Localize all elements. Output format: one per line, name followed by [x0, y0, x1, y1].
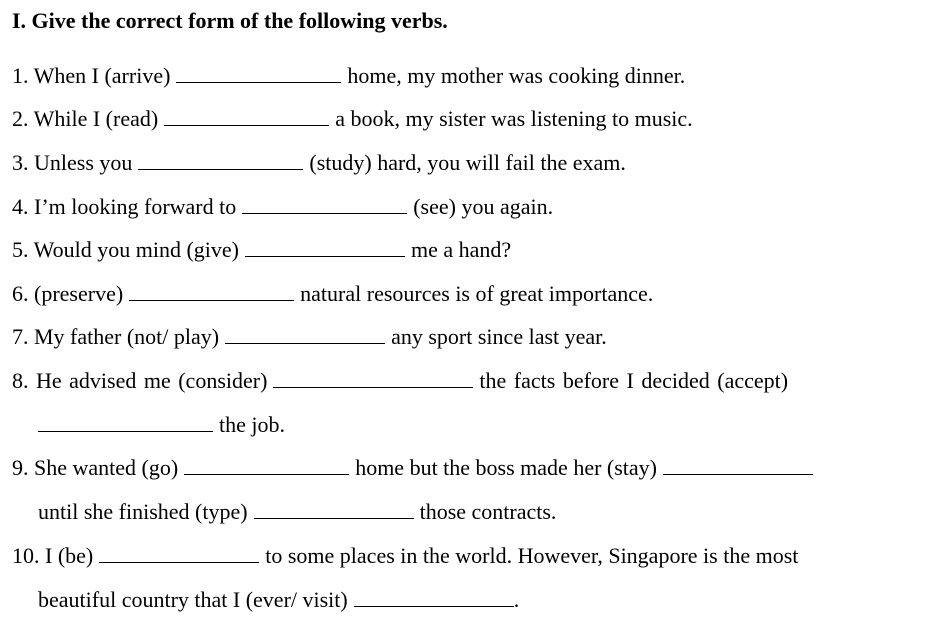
question-text: (study) hard, you will fail the exam.: [309, 150, 626, 175]
answer-blank[interactable]: [273, 367, 473, 388]
question-text: until she finished (type): [38, 499, 248, 524]
question-3: [12, 148, 626, 178]
question-text: 3. Unless you: [12, 150, 133, 175]
exercise-title: I. Give the correct form of the following verbs.: [12, 8, 448, 33]
question-text: 4. I’m looking forward to: [12, 194, 237, 219]
question-9: [12, 453, 813, 483]
question-text: me a hand?: [410, 237, 512, 262]
question-4: [12, 192, 553, 222]
answer-blank[interactable]: [254, 498, 414, 519]
question-10: [12, 541, 798, 571]
question-10-continued: [38, 585, 519, 615]
question-text: home but the boss made her (stay): [355, 455, 657, 480]
question-text: natural resources is of great importance.: [300, 281, 654, 306]
question-text: 10. I (be): [12, 543, 94, 568]
answer-blank[interactable]: [245, 236, 405, 257]
question-text: 6. (preserve): [12, 281, 124, 306]
answer-blank[interactable]: [663, 454, 813, 475]
question-text: 7. My father (not/ play): [12, 324, 220, 349]
question-text: to some places in the world. However, Singapore is the most: [265, 543, 799, 568]
question-text: (see) you again.: [413, 194, 554, 219]
question-text: beautiful country that I (ever/ visit): [38, 587, 348, 612]
answer-blank[interactable]: [225, 323, 385, 344]
question-text: 5. Would you mind (give): [12, 237, 239, 262]
answer-blank[interactable]: [129, 280, 294, 301]
question-5: [12, 235, 511, 265]
question-7: [12, 322, 607, 352]
answer-blank[interactable]: [184, 454, 349, 475]
question-6: [12, 279, 653, 309]
question-text: the facts before I decided (accept): [479, 368, 789, 393]
answer-blank[interactable]: [138, 149, 303, 170]
question-text: those contracts.: [419, 499, 557, 524]
question-2: [12, 104, 693, 134]
question-text: home, my mother was cooking dinner.: [347, 63, 686, 88]
question-text: a book, my sister was listening to music.: [335, 106, 693, 131]
answer-blank[interactable]: [164, 105, 329, 126]
answer-blank[interactable]: [99, 542, 259, 563]
answer-blank[interactable]: [354, 586, 514, 607]
answer-blank[interactable]: [176, 62, 341, 83]
question-text: 1. When I (arrive): [12, 63, 171, 88]
question-1: [12, 61, 685, 91]
question-8: [12, 366, 788, 396]
question-text: .: [513, 587, 520, 612]
question-text: 8. He advised me (consider): [12, 368, 268, 393]
question-text: 9. She wanted (go): [12, 455, 179, 480]
answer-blank[interactable]: [38, 411, 213, 432]
question-9-continued: [38, 497, 556, 527]
answer-blank[interactable]: [242, 193, 407, 214]
question-text: 2. While I (read): [12, 106, 159, 131]
question-8-continued: [38, 410, 285, 440]
question-text: the job.: [219, 412, 285, 437]
question-text: any sport since last year.: [391, 324, 607, 349]
